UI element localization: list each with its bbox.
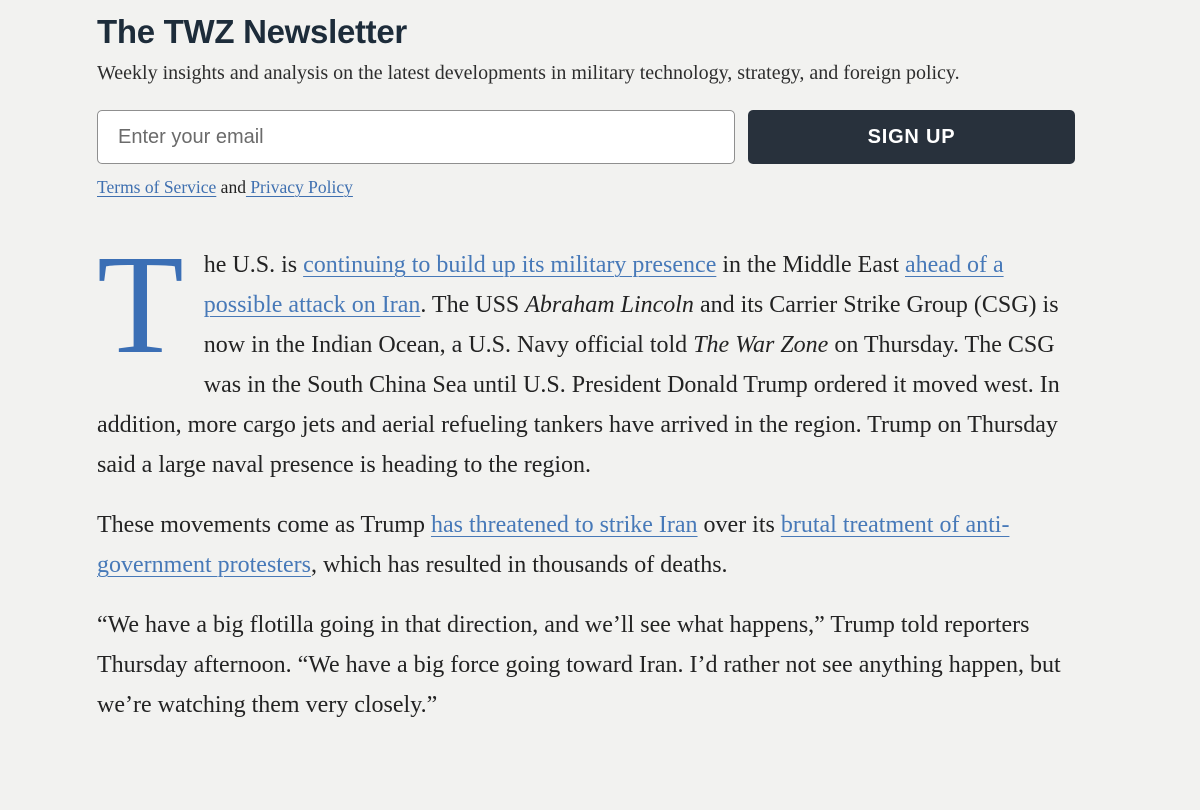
sign-up-button[interactable]: SIGN UP bbox=[748, 110, 1075, 164]
newsletter-description: Weekly insights and analysis on the latest developments in military technology, strategy, and foreign policy. bbox=[97, 62, 960, 84]
email-input[interactable] bbox=[97, 110, 735, 164]
paragraph-rich-text bbox=[97, 252, 1060, 478]
plain-text: on Thursday. The CSG was in the South China Sea until U.S. President Donald Trump ordered it moved west. In addition, more cargo jets and aerial refueling tankers have arrived in the region. Trump on Thursday said a large naval presence is heading to the region. bbox=[97, 332, 1060, 478]
article-paragraph-3 bbox=[97, 605, 1088, 725]
article-body bbox=[97, 225, 1088, 725]
article-paragraph-2 bbox=[97, 505, 1088, 585]
plain-text: These movements come as Trump bbox=[97, 512, 431, 538]
plain-text: , which has resulted in thousands of deaths. bbox=[310, 552, 728, 578]
newsletter-form bbox=[97, 110, 1075, 164]
inline-link[interactable]: continuing to build up its military presence bbox=[303, 252, 717, 278]
plain-text: over its bbox=[697, 512, 781, 538]
paragraph-rich-text bbox=[97, 612, 1061, 718]
plain-text: and its Carrier Strike Group (CSG) is now in the Indian Ocean, a U.S. Navy official told bbox=[203, 292, 1059, 358]
inline-link[interactable]: brutal treatment of anti-government protesters bbox=[97, 512, 1010, 578]
inline-link[interactable]: ahead of a possible attack on Iran bbox=[203, 252, 1004, 318]
paragraph-rich-text bbox=[97, 512, 1009, 578]
plain-text: he U.S. is bbox=[203, 252, 304, 278]
italic-text: Abraham Lincoln bbox=[525, 292, 694, 318]
plain-text: “We have a big flotilla going in that direction, and we’ll see what happens,” Trump told reporters Thursday afternoon. “We have a big force going toward Iran. I’d rather not see anything happen, but we’re watching them very closely.” bbox=[97, 612, 1061, 718]
terms-line bbox=[97, 176, 1088, 198]
newsletter-signup-section bbox=[97, 12, 1088, 198]
terms-separator: and bbox=[216, 177, 246, 197]
drop-cap: T bbox=[97, 225, 184, 383]
plain-text: . The USS bbox=[420, 292, 526, 318]
inline-link[interactable]: has threatened to strike Iran bbox=[430, 512, 698, 538]
italic-text: The War Zone bbox=[693, 332, 829, 358]
article-paragraph-1 bbox=[97, 225, 1088, 485]
plain-text: in the Middle East bbox=[716, 252, 905, 278]
newsletter-title: The TWZ Newsletter bbox=[97, 13, 407, 50]
terms-of-service-link[interactable]: Terms of Service bbox=[97, 177, 217, 197]
privacy-policy-link[interactable]: Privacy Policy bbox=[245, 177, 353, 197]
